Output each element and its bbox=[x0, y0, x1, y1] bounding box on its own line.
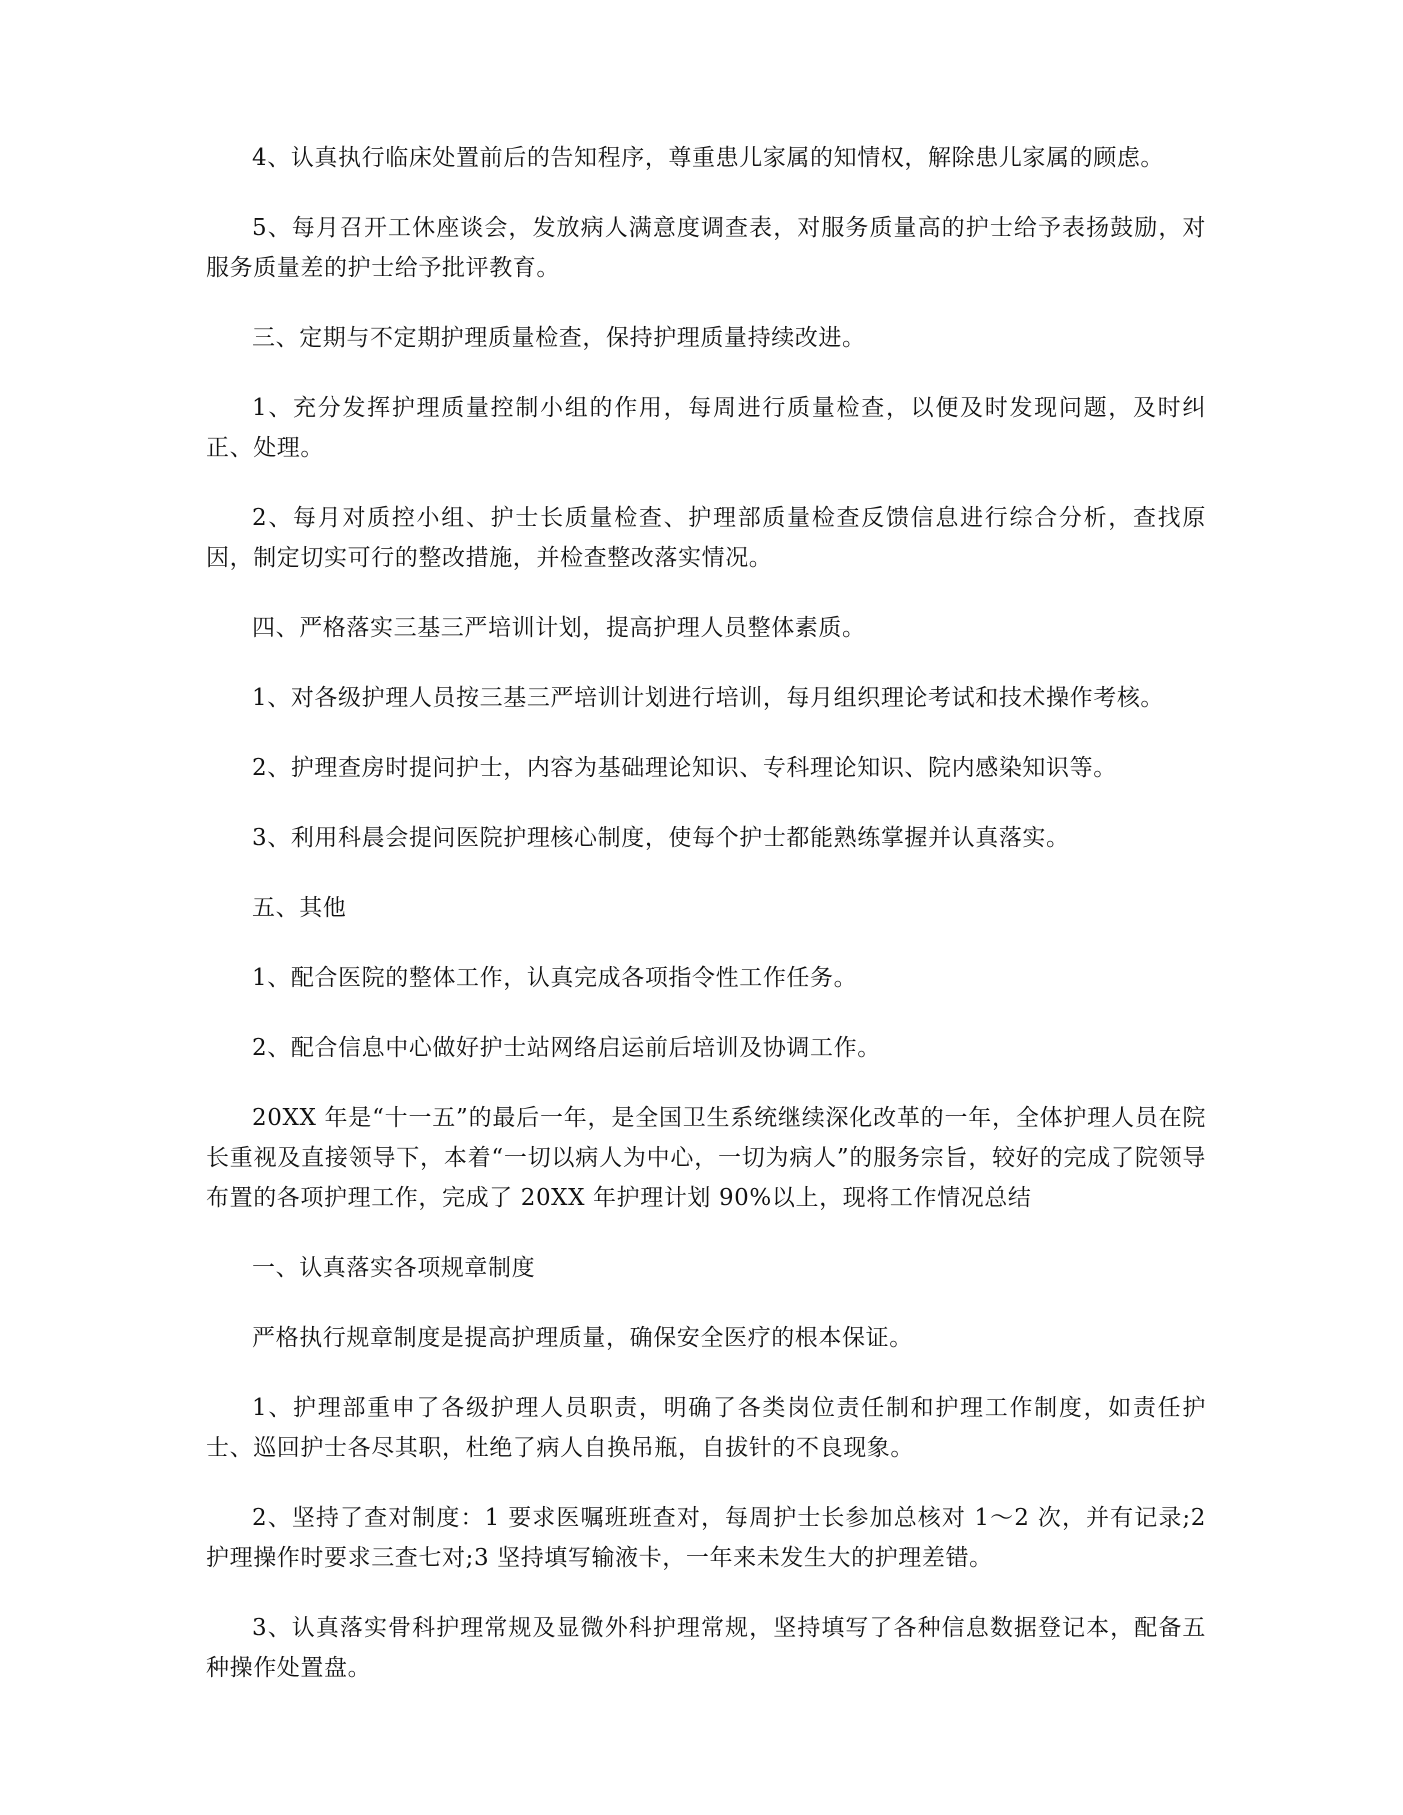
paragraph: 4、认真执行临床处置前后的告知程序，尊重患儿家属的知情权，解除患儿家属的顾虑。 bbox=[252, 145, 1165, 171]
paragraph: 3、认真落实骨科护理常规及显微外科护理常规，坚持填写了各种信息数据登记本，配备五种操作处置盘。 bbox=[206, 1615, 1206, 1681]
paragraph: 2、护理查房时提问护士，内容为基础理论知识、专科理论知识、院内感染知识等。 bbox=[252, 755, 1117, 781]
paragraph: 2、每月对质控小组、护士长质量检查、护理部质量检查反馈信息进行综合分析，查找原因，制定切实可行的整改措施，并检查整改落实情况。 bbox=[206, 505, 1206, 571]
section-heading: 四、严格落实三基三严培训计划，提高护理人员整体素质。 bbox=[252, 615, 866, 641]
paragraph: 2、配合信息中心做好护士站网络启运前后培训及协调工作。 bbox=[252, 1035, 881, 1061]
section-heading: 五、其他 bbox=[252, 895, 347, 921]
paragraph: 1、配合医院的整体工作，认真完成各项指令性工作任务。 bbox=[252, 965, 858, 991]
section-heading: 一、认真落实各项规章制度 bbox=[252, 1255, 536, 1281]
paragraph: 3、利用科晨会提问医院护理核心制度，使每个护士都能熟练掌握并认真落实。 bbox=[252, 825, 1070, 851]
paragraph: 严格执行规章制度是提高护理质量，确保安全医疗的根本保证。 bbox=[252, 1325, 913, 1351]
paragraph: 1、对各级护理人员按三基三严培训计划进行培训，每月组织理论考试和技术操作考核。 bbox=[252, 685, 1165, 711]
paragraph: 20XX 年是“十一五”的最后一年，是全国卫生系统继续深化改革的一年，全体护理人员在院长重视及直接领导下，本着“一切以病人为中心，一切为病人”的服务宗旨，较好的完成了院领导布置的各项护理工作，完成了 20XX 年护理计划 90%以上，现将工作情况总结 bbox=[206, 1105, 1206, 1211]
paragraph: 5、每月召开工休座谈会，发放病人满意度调查表，对服务质量高的护士给予表扬鼓励，对服务质量差的护士给予批评教育。 bbox=[206, 215, 1206, 281]
paragraph: 2、坚持了查对制度：1 要求医嘱班班查对，每周护士长参加总核对 1～2 次，并有记录;2 护理操作时要求三查七对;3 坚持填写输液卡，一年来未发生大的护理差错。 bbox=[206, 1505, 1206, 1571]
paragraph: 1、充分发挥护理质量控制小组的作用，每周进行质量检查，以便及时发现问题，及时纠正、处理。 bbox=[206, 395, 1206, 461]
document-body bbox=[206, 138, 1206, 1718]
paragraph: 1、护理部重申了各级护理人员职责，明确了各类岗位责任制和护理工作制度，如责任护士、巡回护士各尽其职，杜绝了病人自换吊瓶，自拔针的不良现象。 bbox=[206, 1395, 1206, 1461]
section-heading: 三、定期与不定期护理质量检查，保持护理质量持续改进。 bbox=[252, 325, 866, 351]
